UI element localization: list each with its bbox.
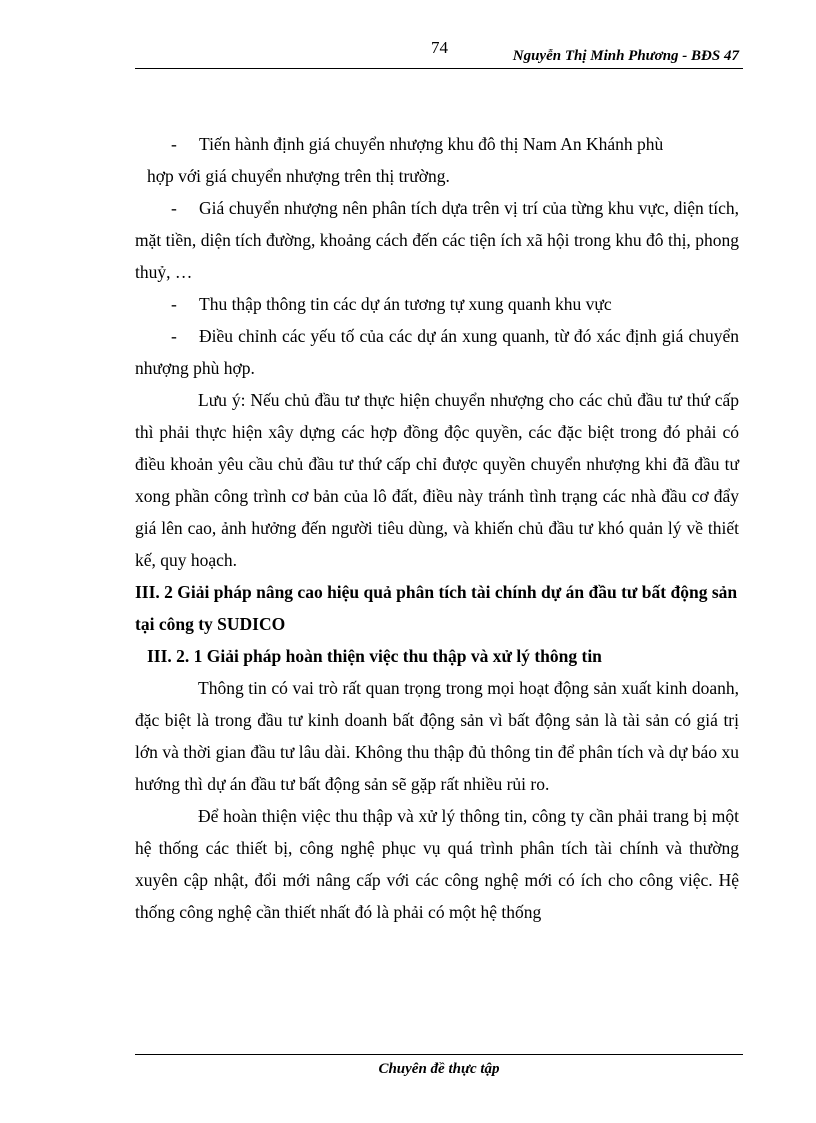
document-body [135, 128, 739, 928]
footer-title: Chuyên đề thực tập [378, 1061, 500, 1077]
bullet-item: - Giá chuyển nhượng nên phân tích dựa trên vị trí của từng khu vực, diện tích, mặt tiền, diện tích đường, khoảng cách đến các tiện ích xã hội trong khu đô thị, phong thuỷ, … [135, 198, 740, 282]
bullet-item: - Tiến hành định giá chuyển nhượng khu đô thị Nam An Khánh phù hợp với giá chuyển nhượng trên thị trường. [147, 134, 664, 186]
page-footer [135, 1054, 743, 1078]
body-paragraph: Thông tin có vai trò rất quan trọng trong mọi hoạt động sản xuất kinh doanh, đặc biệt là trong đầu tư kinh doanh bất động sản vì bất động sản là tài sản có giá trị lớn và thời gian đầu tư lâu dài. Không thu thập đủ thông tin để phân tích và dự báo xu hướng thì dự án đầu tư bất động sản sẽ gặp rất nhiều rủi ro. [135, 678, 739, 794]
page-number: 74 [431, 38, 448, 57]
bullet-item: - Điều chỉnh các yếu tố của các dự án xung quanh, từ đó xác định giá chuyển nhượng phù hợp. [135, 326, 740, 378]
bullet-item: - Thu thập thông tin các dự án tương tự xung quanh khu vực [171, 294, 612, 314]
header-author: Nguyễn Thị Minh Phương - BĐS 47 [512, 48, 739, 64]
section-heading: III. 2 Giải pháp nâng cao hiệu quả phân tích tài chính dự án đầu tư bất động sản tại công ty SUDICO [135, 582, 738, 634]
note-paragraph: Lưu ý: Nếu chủ đầu tư thực hiện chuyển nhượng cho các chủ đầu tư thứ cấp thì phải thực hiện xây dựng các hợp đồng độc quyền, các đặc biệt trong đó phải có điều khoản yêu cầu chủ đầu tư thứ cấp chỉ được quyền chuyển nhượng khi đã đầu tư xong phần công trình cơ bản của lô đất, điều này tránh tình trạng các nhà đầu cơ đẩy giá lên cao, ảnh hưởng đến người tiêu dùng, và khiến chủ đầu tư khó quản lý về thiết kế, quy hoạch. [135, 390, 739, 570]
subsection-heading: III. 2. 1 Giải pháp hoàn thiện việc thu thập và xử lý thông tin [147, 646, 602, 666]
body-paragraph: Để hoàn thiện việc thu thập và xử lý thông tin, công ty cần phải trang bị một hệ thống các thiết bị, công nghệ phục vụ quá trình phân tích tài chính và thường xuyên cập nhật, đổi mới nâng cấp với các công nghệ mới có ích cho công việc. Hệ thống công nghệ cần thiết nhất đó là phải có một hệ thống [135, 806, 739, 922]
page-header [135, 38, 743, 69]
